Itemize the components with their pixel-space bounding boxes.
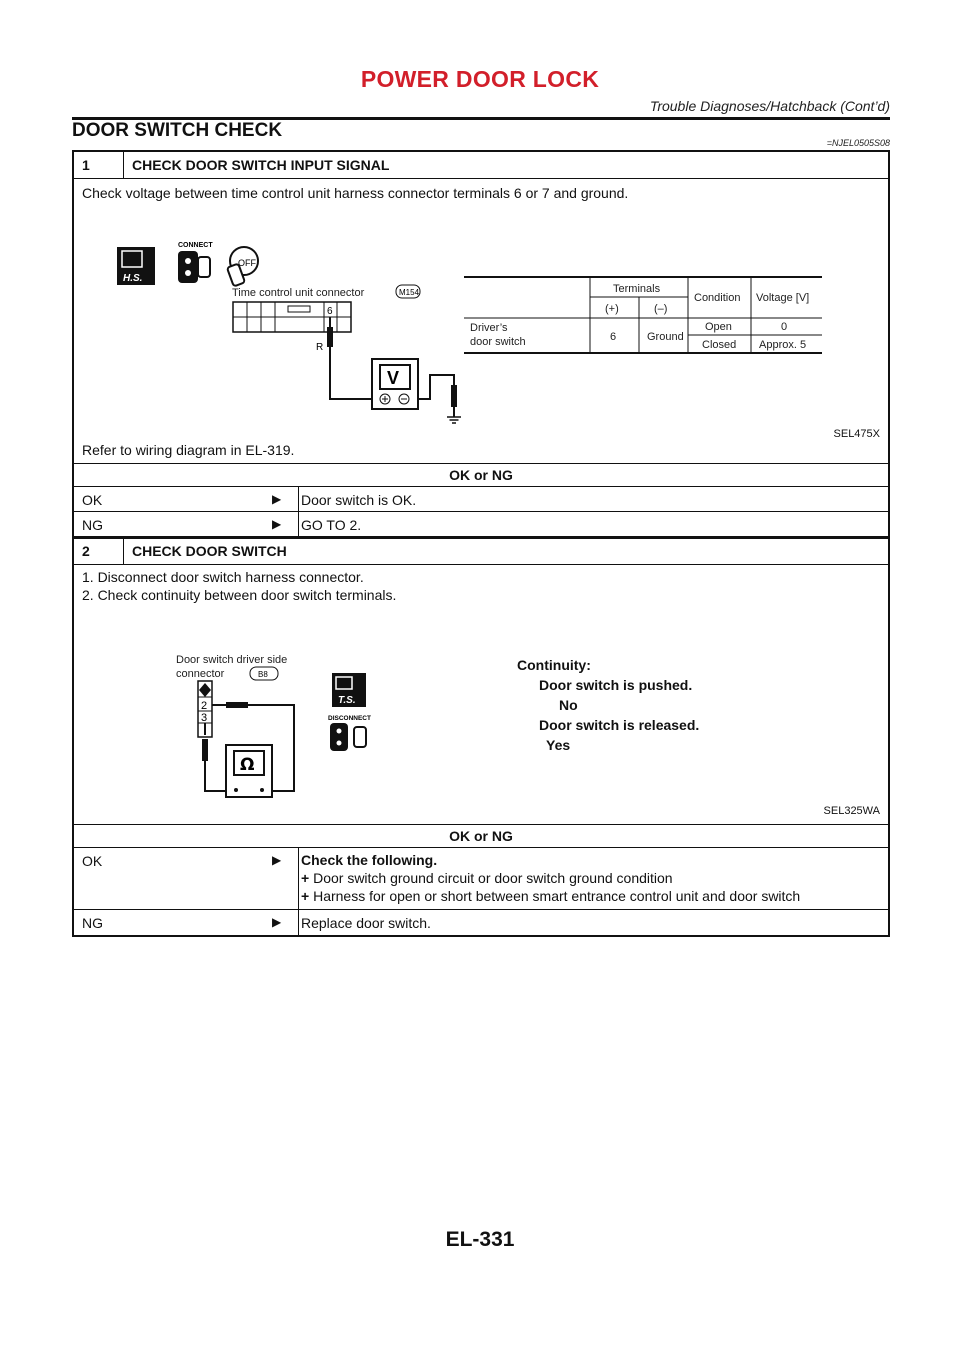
continuity-title: Continuity:	[517, 657, 591, 673]
ignition-off-label: OFF	[238, 258, 256, 268]
td-item-line1: Driver’s	[470, 322, 508, 334]
section-code: =NJEL0505S08	[826, 138, 890, 148]
arrow-icon: ▶	[272, 853, 282, 867]
disconnect-label: DISCONNECT	[328, 715, 371, 722]
step2-title: CHECK DOOR SWITCH	[132, 543, 287, 559]
bullet-icon: +	[301, 870, 310, 886]
result-ok-label: OK	[82, 492, 103, 508]
disconnect-icon	[328, 715, 371, 751]
voltmeter-icon	[372, 359, 418, 409]
step2-diagram	[74, 605, 888, 815]
time-control-unit-connector	[233, 302, 351, 332]
arrow-icon: ▶	[272, 492, 282, 506]
ts-label: T.S.	[338, 695, 356, 706]
td-cond-closed: Closed	[702, 339, 737, 351]
step2-ok-or-ng: OK or NG	[449, 828, 513, 844]
ts-icon	[332, 673, 366, 707]
result-ok-label: OK	[82, 853, 103, 869]
ok-bullet-1-text: Door switch ground circuit or door switch ground condition	[313, 870, 673, 886]
hs-icon	[117, 247, 155, 285]
td-volt-open: 0	[781, 321, 788, 333]
ohmmeter-icon	[226, 745, 272, 797]
released-value: Yes	[546, 737, 571, 753]
door-connector-caption-1: Door switch driver side	[176, 654, 288, 666]
figure-code-2: SEL325WA	[823, 805, 880, 817]
step2-number: 2	[74, 538, 124, 564]
connector-caption: Time control unit connector	[232, 287, 365, 299]
step1-box	[72, 150, 890, 539]
pin-3-label: 3	[201, 712, 208, 724]
step1-number: 1	[74, 152, 124, 178]
td-cond-open: Open	[705, 321, 732, 333]
th-terminals: Terminals	[613, 283, 661, 295]
step1-result-ng	[74, 512, 888, 537]
step1-ok-or-ng: OK or NG	[449, 467, 513, 483]
th-voltage: Voltage [V]	[756, 292, 810, 304]
voltmeter-symbol: V	[387, 368, 400, 388]
hs-label: H.S.	[123, 273, 143, 284]
page-header-title: POWER DOOR LOCK	[360, 66, 600, 92]
result-ng-text: GO TO 2.	[298, 512, 888, 537]
wire-color-label: R	[316, 342, 324, 353]
step1-diagram	[74, 209, 888, 449]
result-ok-content	[298, 848, 888, 909]
th-minus: (–)	[654, 303, 668, 315]
figure-code-1: SEL475X	[833, 428, 880, 440]
page-header-subtitle: Trouble Diagnoses/Hatchback (Cont’d)	[649, 98, 890, 114]
arrow-icon: ▶	[272, 517, 282, 531]
pin-2-label: 2	[201, 700, 208, 712]
step2-header	[74, 538, 888, 565]
pushed-value: No	[559, 697, 578, 713]
result-ng-label: NG	[82, 915, 103, 931]
td-minus: Ground	[647, 331, 684, 343]
bullet-icon: +	[301, 888, 310, 904]
arrow-icon: ▶	[272, 915, 282, 929]
th-plus: (+)	[605, 303, 619, 315]
connect-label: CONNECT	[178, 242, 213, 249]
step2-box	[72, 536, 890, 937]
td-plus: 6	[610, 331, 617, 343]
step1-note: Refer to wiring diagram in EL-319.	[82, 442, 295, 458]
td-volt-closed: Approx. 5	[759, 339, 807, 351]
pin-number-6: 6	[327, 306, 333, 317]
ok-check-title: Check the following.	[301, 852, 438, 868]
released-label: Door switch is released.	[539, 717, 700, 733]
td-item-line2: door switch	[470, 336, 526, 348]
step2-result-ng	[74, 910, 888, 935]
connect-icon	[178, 242, 213, 283]
section-title: DOOR SWITCH CHECK	[72, 120, 283, 141]
voltage-table	[464, 277, 822, 353]
ohmmeter-symbol: Ω	[240, 755, 255, 775]
ignition-off-icon	[227, 247, 258, 286]
pushed-label: Door switch is pushed.	[539, 677, 693, 693]
ground-icon	[447, 417, 461, 423]
step1-result-ok	[74, 487, 888, 512]
door-connector-id: B8	[258, 670, 268, 679]
step1-title: CHECK DOOR SWITCH INPUT SIGNAL	[132, 157, 390, 173]
door-connector-caption-2: connector	[176, 668, 225, 680]
step1-instruction: Check voltage between time control unit harness connector terminals 6 or 7 and ground.	[82, 185, 629, 201]
result-ng-text: Replace door switch.	[298, 910, 888, 935]
th-condition: Condition	[694, 292, 741, 304]
step1-okng-row	[74, 464, 888, 487]
result-ng-label: NG	[82, 517, 103, 533]
page-number: EL-331	[445, 1228, 515, 1251]
result-ok-text: Door switch is OK.	[298, 487, 888, 511]
step2-instruction-1: 1. Disconnect door switch harness connector.	[82, 569, 364, 585]
step2-okng-row	[74, 825, 888, 848]
step2-instruction-2: 2. Check continuity between door switch terminals.	[82, 587, 397, 603]
ok-bullet-1	[301, 870, 888, 886]
ok-bullet-2-text: Harness for open or short between smart entrance control unit and door switch	[313, 888, 801, 904]
step1-header	[74, 152, 888, 179]
ok-bullet-2	[301, 888, 888, 904]
step2-body	[74, 565, 888, 825]
connector-id: M154	[399, 288, 420, 297]
step1-body	[74, 179, 888, 464]
step2-result-ok	[74, 848, 888, 910]
